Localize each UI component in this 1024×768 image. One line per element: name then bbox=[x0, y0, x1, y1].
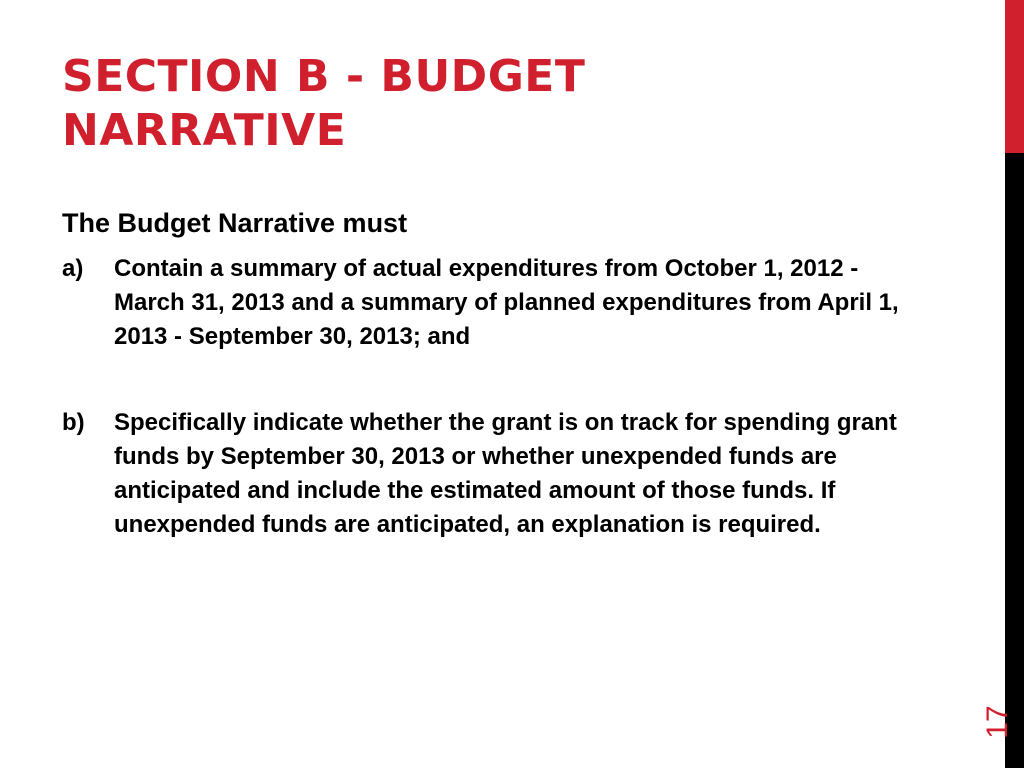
accent-bar bbox=[1005, 0, 1024, 153]
intro-text: The Budget Narrative must bbox=[62, 208, 408, 238]
page-number: 17 bbox=[981, 705, 1014, 739]
list-item-text: Specifically indicate whether the grant is on track for spending grant funds by September 30, 2013 or whether unexpended funds are anticipated and include the estimated amount of those funds. If unexpended funds are anticipated, an explanation is required. bbox=[114, 409, 897, 538]
slide-body bbox=[62, 205, 912, 542]
slide-title: SECTION B - BUDGET NARRATIVE bbox=[62, 51, 586, 156]
list-item bbox=[62, 406, 912, 542]
list-marker: b) bbox=[62, 409, 85, 436]
list-item bbox=[62, 252, 912, 354]
sidebar-bar bbox=[1005, 153, 1024, 768]
list-item-text: Contain a summary of actual expenditures from October 1, 2012 - March 31, 2013 and a summary of planned expenditures from April 1, 2013 - September 30, 2013; and bbox=[114, 255, 899, 350]
list-marker: a) bbox=[62, 255, 84, 282]
